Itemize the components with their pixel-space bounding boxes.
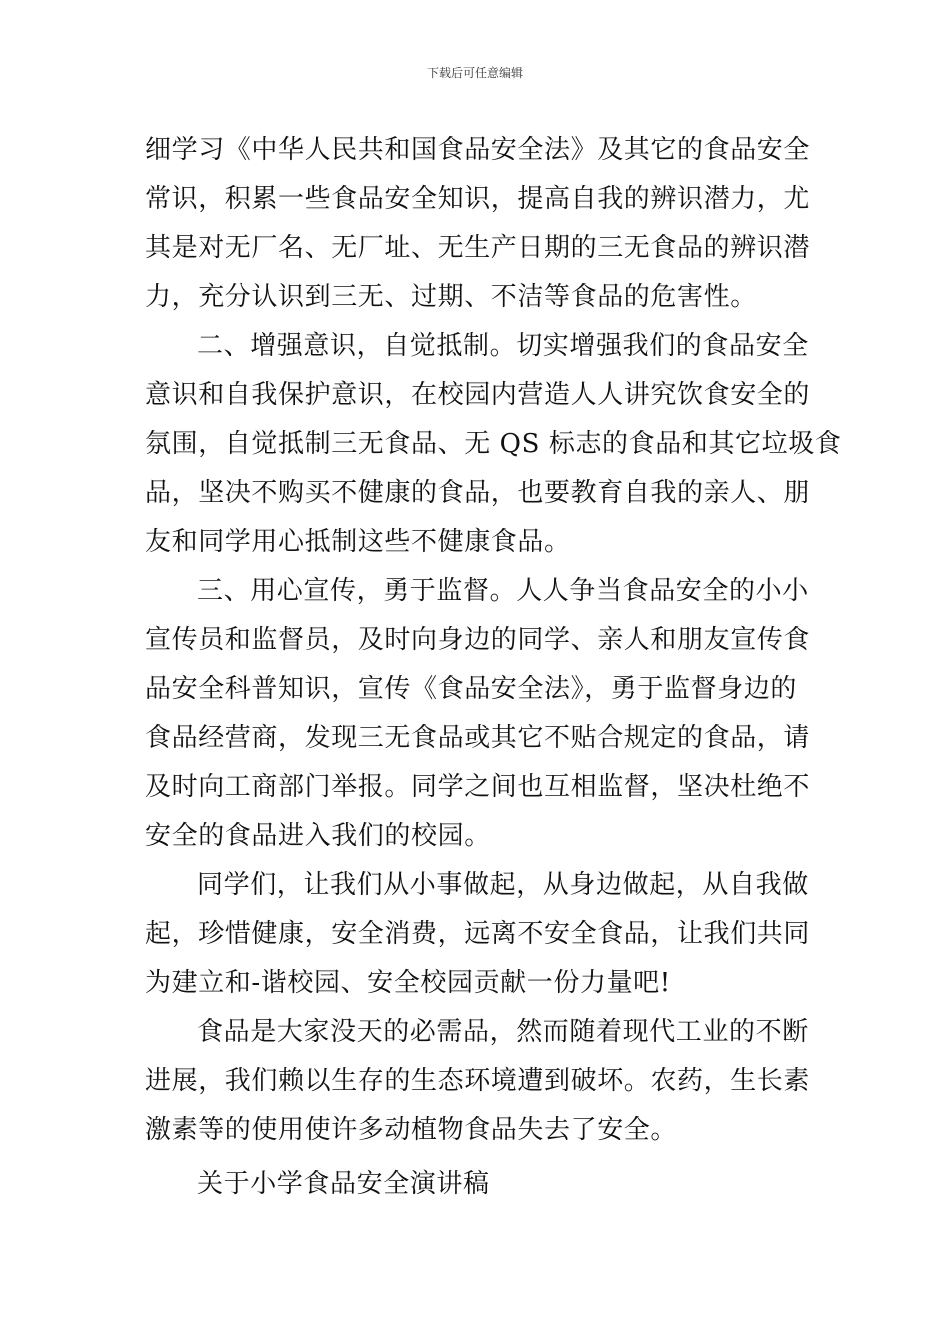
text-line: 其是对无厂名、无厂址、无生产日期的三无食品的辨识潜 [145, 233, 811, 263]
text-line: 起，珍惜健康，安全消费，远离不安全食品，让我们共同 [145, 919, 811, 949]
text-line: 常识，积累一些食品安全知识，提高自我的辨识潜力，尤 [145, 184, 811, 214]
text-line: 意识和自我保护意识，在校园内营造人人讲究饮食安全的 [145, 380, 811, 410]
text-line: 细学习《中华人民共和国食品安全法》及其它的食品安全 [145, 135, 811, 165]
closing-title-line: 关于小学食品安全演讲稿 [197, 1169, 490, 1199]
paragraph-start-line: 三、用心宣传，勇于监督。人人争当食品安全的小小 [197, 576, 809, 606]
text-line: 为建立和-谐校园、安全校园贡献一份力量吧! [145, 968, 671, 998]
text-line: 宣传员和监督员，及时向身边的同学、亲人和朋友宣传食 [145, 625, 811, 655]
text-line: 安全的食品进入我们的校园。 [145, 821, 491, 851]
text-line: 及时向工商部门举报。同学之间也互相监督，坚决杜绝不 [145, 772, 811, 802]
text-line: 进展，我们赖以生存的生态环境遭到破坏。农药，生长素 [145, 1066, 811, 1096]
text-line: 食品经营商，发现三无食品或其它不贴合规定的食品，请 [145, 723, 811, 753]
text-line: 品安全科普知识，宣传《食品安全法》，勇于监督身边的 [145, 674, 798, 704]
text-line: 品，坚决不购买不健康的食品，也要教育自我的亲人、朋 [145, 478, 811, 508]
text-line: 激素等的使用使许多动植物食品失去了安全。 [145, 1115, 678, 1145]
paragraph-start-line: 二、增强意识，自觉抵制。切实增强我们的食品安全 [197, 331, 809, 361]
text-line: 友和同学用心抵制这些不健康食品。 [145, 527, 571, 557]
text-line: 氛围，自觉抵制三无食品、无 QS 标志的食品和其它垃圾食 [145, 429, 842, 459]
document-body [145, 126, 842, 1209]
paragraph-start-line: 食品是大家没天的必需品，然而随着现代工业的不断 [197, 1017, 809, 1047]
text-line: 力，充分认识到三无、过期、不洁等食品的危害性。 [145, 282, 757, 312]
paragraph-start-line: 同学们，让我们从小事做起，从身边做起，从自我做 [197, 870, 809, 900]
page-header: 下载后可任意编辑 [426, 66, 523, 80]
